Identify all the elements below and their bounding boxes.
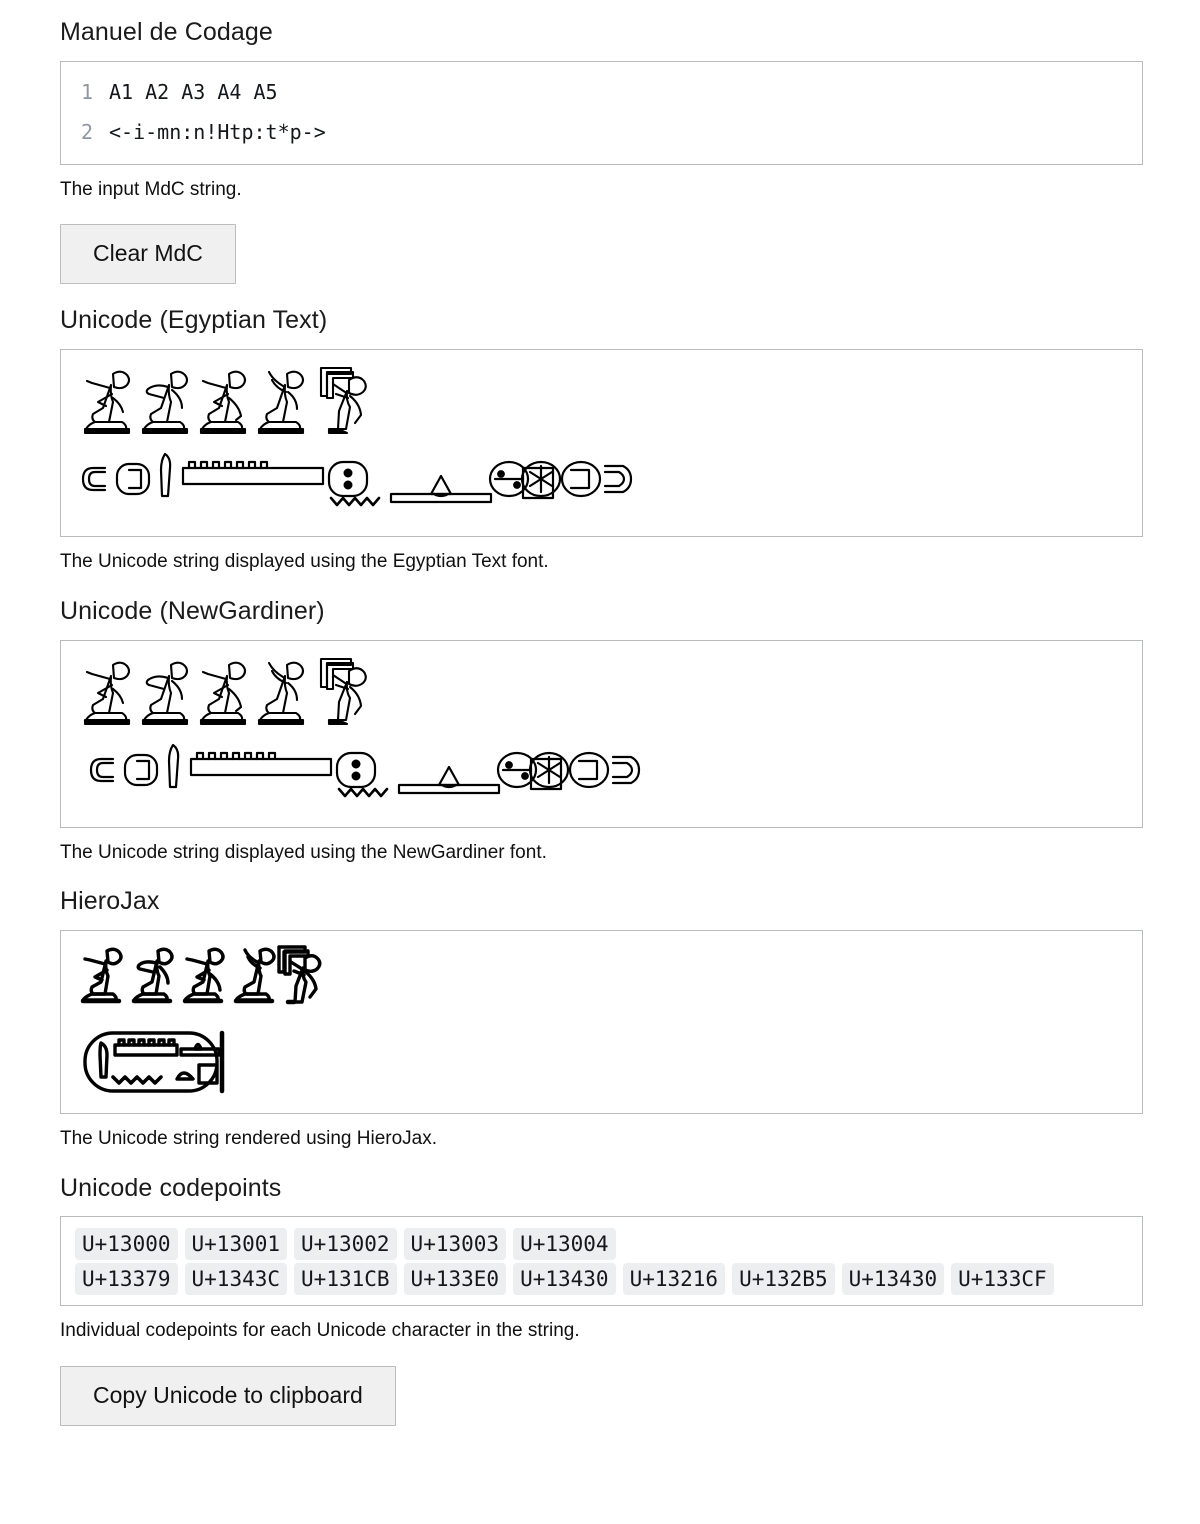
cartouche-sequence-icon bbox=[87, 743, 557, 805]
hierojax-caption: The Unicode string rendered using HieroJax. bbox=[60, 1127, 438, 1149]
seated-men-group-icon bbox=[79, 945, 329, 1017]
mdc-title: Manuel de Codage bbox=[60, 18, 273, 46]
hierojax-title: HieroJax bbox=[60, 887, 160, 916]
unicode-newgardiner-output bbox=[60, 640, 1143, 828]
code-line[interactable] bbox=[61, 112, 1142, 152]
section-unicode-newgardiner bbox=[60, 597, 1143, 865]
copy-unicode-button[interactable]: Copy Unicode to clipboard bbox=[60, 1366, 396, 1426]
unicode-egyptian-title: Unicode (Egyptian Text) bbox=[60, 306, 328, 335]
cartouche-sequence-tail-icon bbox=[519, 452, 719, 514]
codepoint-chip: U+13003 bbox=[404, 1228, 507, 1260]
codepoint-chip: U+133CF bbox=[951, 1263, 1054, 1295]
clear-mdc-button[interactable]: Clear MdC bbox=[60, 224, 236, 284]
cartouche-icon bbox=[79, 1027, 249, 1097]
codepoint-chip: U+131CB bbox=[294, 1263, 397, 1295]
codepoint-row bbox=[75, 1263, 1142, 1295]
seated-men-group-icon bbox=[79, 364, 379, 444]
codepoint-chip: U+1343C bbox=[185, 1263, 288, 1295]
cartouche-sequence-icon bbox=[79, 452, 549, 514]
codepoint-chip: U+13430 bbox=[842, 1263, 945, 1295]
unicode-newgardiner-title: Unicode (NewGardiner) bbox=[60, 596, 325, 625]
mdc-caption: The input MdC string. bbox=[60, 178, 242, 200]
codepoint-chip: U+13379 bbox=[75, 1263, 178, 1295]
codepoints-title: Unicode codepoints bbox=[60, 1173, 282, 1202]
section-mdc bbox=[60, 18, 1143, 284]
code-line[interactable] bbox=[61, 72, 1142, 112]
mdc-editor[interactable] bbox=[60, 61, 1143, 165]
codepoint-chip: U+13216 bbox=[623, 1263, 726, 1295]
glyph-row-1 bbox=[79, 945, 1124, 1017]
glyph-row-2 bbox=[87, 743, 1124, 805]
codepoint-chip: U+13002 bbox=[294, 1228, 397, 1260]
codepoint-chip: U+13001 bbox=[185, 1228, 288, 1260]
codepoint-chip: U+133E0 bbox=[404, 1263, 507, 1295]
codepoint-chip: U+13430 bbox=[513, 1263, 616, 1295]
glyph-row-2 bbox=[79, 452, 1124, 514]
codepoint-chip: U+13004 bbox=[513, 1228, 616, 1260]
codepoint-row bbox=[75, 1228, 1142, 1260]
line-number: 2 bbox=[80, 119, 93, 144]
line-number: 1 bbox=[80, 79, 93, 104]
section-unicode-egyptian bbox=[60, 306, 1143, 574]
hierojax-output bbox=[60, 930, 1143, 1114]
seated-men-group-icon bbox=[79, 655, 379, 735]
cartouche-sequence-tail-icon bbox=[527, 743, 727, 805]
codepoints-caption: Individual codepoints for each Unicode character in the string. bbox=[60, 1320, 580, 1342]
codepoints-output bbox=[60, 1216, 1143, 1306]
section-codepoints bbox=[60, 1174, 1143, 1426]
line-content[interactable]: A1 A2 A3 A4 A5 bbox=[109, 79, 278, 104]
unicode-egyptian-caption: The Unicode string displayed using the Egyptian Text font. bbox=[60, 551, 549, 573]
unicode-newgardiner-caption: The Unicode string displayed using the NewGardiner font. bbox=[60, 841, 547, 863]
glyph-row-1 bbox=[79, 655, 1124, 735]
codepoint-chip: U+132B5 bbox=[732, 1263, 835, 1295]
glyph-row-1 bbox=[79, 364, 1124, 444]
codepoint-chip: U+13000 bbox=[75, 1228, 178, 1260]
line-content[interactable]: <-i-mn:n!Htp:t*p-> bbox=[109, 119, 326, 144]
glyph-row-2 bbox=[79, 1027, 1124, 1097]
unicode-egyptian-output bbox=[60, 349, 1143, 537]
section-hierojax bbox=[60, 887, 1143, 1151]
